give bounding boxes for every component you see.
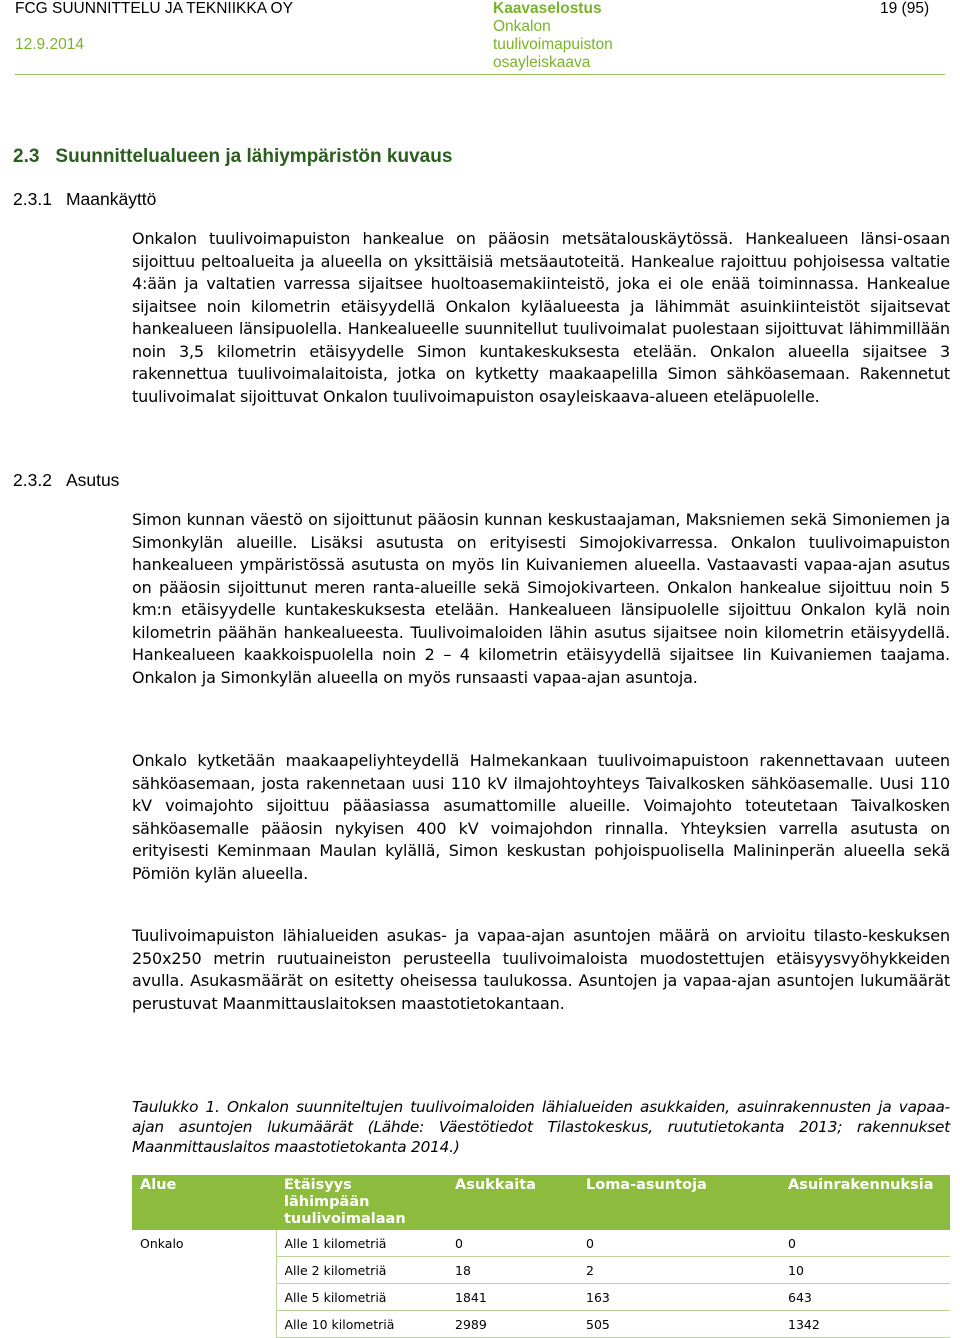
table-cell: Alle 5 kilometriä xyxy=(276,1284,447,1311)
header-doc-name-1: Onkalon xyxy=(493,18,551,35)
table-cell: 0 xyxy=(578,1230,780,1257)
table-cell: Onkalo xyxy=(140,1235,184,1251)
table-cell: 0 xyxy=(447,1230,578,1257)
table-cell xyxy=(132,1284,276,1311)
section-title: Suunnittelualueen ja lähiympäristön kuvaus xyxy=(55,146,453,167)
table-row xyxy=(132,1257,950,1284)
paragraph: Simon kunnan väestö on sijoittunut pääosin kunnan keskustaajaman, Maksniemen sekä Simoniemen ja Simonkylän alueille. Lisäksi asutusta on erityisesti Simojokivarressa. Onkalon tuulivoimapuiston hankealueen ympäristössä asutusta on myös Iin Kuivaniemen alueella. Vastaavasti vapaa-ajan asutus on pääosin sijoittunut meren ranta-alueille sekä Simojokivarteen. Onkalon hankealue sijoittuu noin 5 km:n etäisyydelle kuntakeskuksesta etelään. Hankealueen länsipuolelle sijoittuu Onkalon kylä noin kilometrin päähän hankealueesta. Tuulivoimaloiden lähin asutus sijaitsee noin kilometrin etäisyydellä. Hankealueen kaakkoispuolella noin 2 – 4 kilometrin etäisyydellä sijaitsee Iin Kuivaniemen taajama. Onkalon ja Simonkylän alueella on myös runsaasti vapaa-ajan asuntoja. xyxy=(132,510,950,687)
paragraph: Onkalon tuulivoimapuiston hankealue on pääosin metsätalouskäytössä. Hankealueen länsi-osaan sijoittuu peltoalueita ja alueella on yksittäisiä metsäautoteitä. Hankealue rajoittuu pohjoisessa valtatie 4:ään ja valtatien varressa sijaitsee huoltoasemakiinteistö, joka ei ole enää toiminnassa. Hankealue sijaitsee noin kilometrin etäisyydellä Onkalon kyläalueesta ja lähimmät asuinkiinteistöt sijaitsevat hankealueen länsipuolella. Hankealueelle suunnitellut tuulivoimalat puolestaan sijoittuvat lähimmillään noin 3,5 kilometrin etäisyydelle Simon kuntakeskuksesta etelään. Onkalon alueella sijaitsee 3 rakennettua tuulivoimalaitoista, jotka on kytketty maakaapelilla Simon sähköasemaan. Rakennetut tuulivoimalat sijoittuvat Onkalon tuulivoimapuiston osayleiskaava-alueen eteläpuolelle. xyxy=(132,229,950,406)
section-number: 2.3 xyxy=(13,146,40,167)
table-cell: 163 xyxy=(578,1284,780,1311)
table-cell: 0 xyxy=(780,1230,950,1257)
table-cell: 643 xyxy=(780,1284,950,1311)
table-cell: Alle 1 kilometriä xyxy=(276,1230,447,1257)
subsection-heading-housing xyxy=(13,470,133,491)
subsection-number: 2.3.1 xyxy=(13,189,52,209)
section-heading xyxy=(13,146,468,168)
table-row xyxy=(132,1230,950,1257)
paragraph: Onkalo kytketään maakaapeliyhteydellä Halmekankaan tuulivoimapuistoon rakennettavaan uuteen sähköasemaan, josta rakennetaan uusi 110 kV ilmajohtoyhteys Taivalkosken sähköasemalle. Uusi 110 kV voimajohto sijoittuu pääasiassa asumattomille alueille. Voimajohto toteutetaan Taivalkosken sähköasemalle pääosin nykyisen 400 kV voimajohdon rinnalla. Yhteyksien varrella asutusta on erityisesti Keminmaan Maulan kylällä, Simon keskustan pohjoispuolisella Malininperän alueella sekä Pömiön kylän alueella. xyxy=(132,751,950,883)
table-cell: 2989 xyxy=(447,1311,578,1338)
header-company: FCG SUUNNITTELU JA TEKNIIKKA OY xyxy=(15,0,293,17)
header-doc-type: Kaavaselostus xyxy=(493,0,602,17)
table-cell: 18 xyxy=(447,1257,578,1284)
table-cell: Alle 2 kilometriä xyxy=(276,1257,447,1284)
subsection-title: Maankäyttö xyxy=(65,189,157,209)
table-cell xyxy=(132,1257,276,1284)
column-header: Asukkaita xyxy=(447,1175,578,1230)
header-date: 12.9.2014 xyxy=(15,36,84,53)
table-row xyxy=(132,1284,950,1311)
paragraph: Tuulivoimapuiston lähialueiden asukas- ja vapaa-ajan asuntojen määrä on arvioitu tilasto-keskuksen 250x250 metrin ruutuaineiston perusteella tuulivoimaloista muodostettujen etäisyysvyöhykkeiden avulla. Asukasmäärät on esitetty oheisessa taulukossa. Asuntojen ja vapaa-ajan asuntojen lukumäärät perustuvat Maanmittauslaitoksen maastotietokantaan. xyxy=(132,926,950,1013)
column-header: Loma-asuntoja xyxy=(578,1175,780,1230)
table-caption: Taulukko 1. Onkalon suunniteltujen tuulivoimaloiden lähialueiden asukkaiden, asuinrakennusten ja vapaa-ajan asuntojen lukumäärät (Lähde: Väestötiedot Tilastokeskus, ruututietokanta 2013; rakennukset Maanmittauslaitos maastotietokanta 2014.) xyxy=(132,1098,950,1156)
table-cell: 2 xyxy=(578,1257,780,1284)
landuse-text xyxy=(132,228,950,408)
subsection-title: Asutus xyxy=(65,470,120,490)
residents-table xyxy=(132,1175,950,1338)
header-divider xyxy=(15,74,945,75)
header-page-number: 19 (95) xyxy=(880,0,930,17)
table-cell xyxy=(132,1311,276,1338)
housing-text-3 xyxy=(132,925,950,1015)
table-cell: 1342 xyxy=(780,1311,950,1338)
header-doc-name-3: osayleiskaava xyxy=(493,54,591,71)
table-row xyxy=(132,1311,950,1338)
table-header-row xyxy=(132,1175,950,1230)
column-header: Alue xyxy=(132,1175,276,1230)
header-doc-name-2: tuulivoimapuiston xyxy=(493,36,613,53)
subsection-number: 2.3.2 xyxy=(13,470,52,490)
table-cell: 505 xyxy=(578,1311,780,1338)
column-header: Etäisyys lähimpään tuulivoimalaan xyxy=(276,1175,447,1230)
subsection-heading-landuse xyxy=(13,189,170,210)
housing-text-1 xyxy=(132,509,950,689)
table-cell: Alle 10 kilometriä xyxy=(276,1311,447,1338)
housing-text-2 xyxy=(132,750,950,885)
column-header: Asuinrakennuksia xyxy=(780,1175,950,1230)
table-cell: 10 xyxy=(780,1257,950,1284)
table-cell: 1841 xyxy=(447,1284,578,1311)
